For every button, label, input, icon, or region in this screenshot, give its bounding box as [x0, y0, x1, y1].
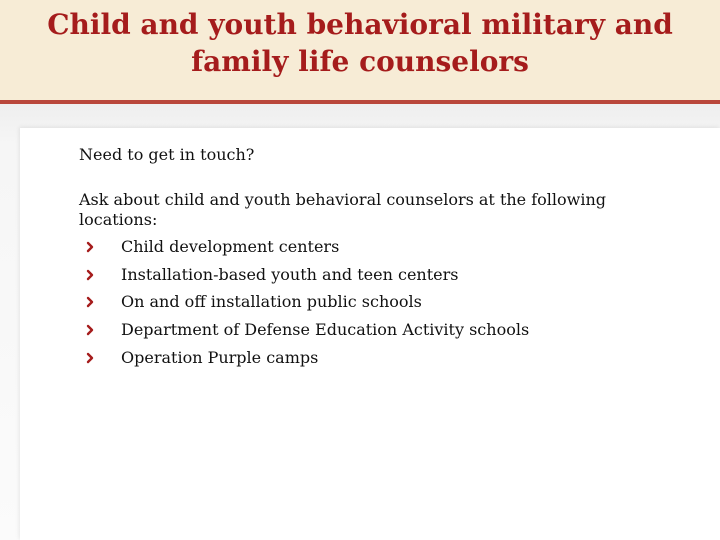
list-item	[79, 292, 619, 312]
chevron-right-icon	[83, 265, 97, 285]
list-item	[79, 348, 619, 368]
page-title: Child and youth behavioral military and family life counselors	[47, 8, 673, 78]
list-item	[79, 237, 619, 257]
locations-list	[79, 237, 619, 368]
list-item-label: Child development centers	[121, 237, 340, 256]
intro-text: Need to get in touch?	[79, 145, 255, 164]
chevron-right-icon	[83, 237, 97, 257]
list-item-label: Department of Defense Education Activity schools	[121, 320, 530, 340]
lead-text: Ask about child and youth behavioral counselors at the following locations:	[79, 190, 607, 229]
content-body	[79, 145, 619, 375]
chevron-right-icon	[83, 320, 97, 340]
list-item-label: Operation Purple camps	[121, 347, 319, 367]
list-item-label: On and off installation public schools	[121, 292, 422, 312]
list-item	[79, 265, 619, 285]
chevron-right-icon	[83, 348, 97, 368]
list-item	[79, 320, 619, 340]
title-band	[0, 0, 720, 104]
list-item-label: Installation-based youth and teen centers	[121, 264, 459, 284]
chevron-right-icon	[83, 292, 97, 312]
